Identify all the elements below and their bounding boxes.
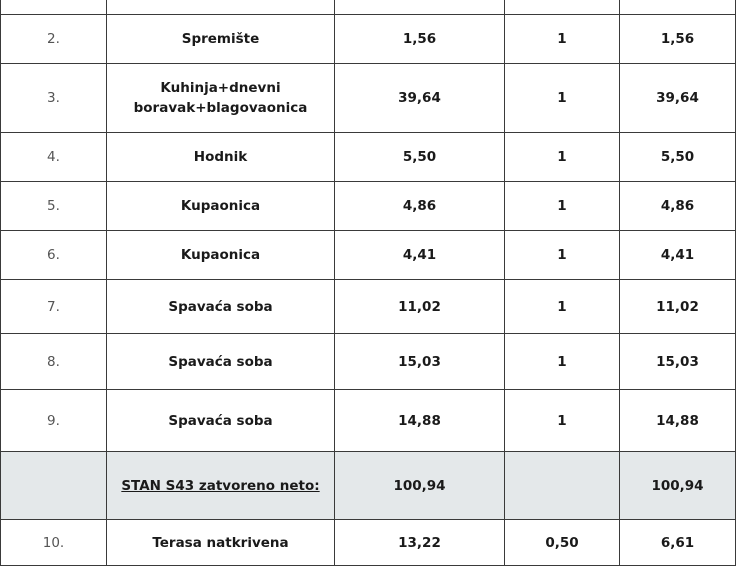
room-number-cell: 2. <box>1 15 107 64</box>
room-count-cell <box>505 0 620 15</box>
room-count-cell: 1 <box>505 334 620 390</box>
room-count-cell: 0,50 <box>505 520 620 566</box>
room-number-cell: 9. <box>1 390 107 452</box>
room-number-cell: 5. <box>1 182 107 231</box>
room-number-cell: 7. <box>1 280 107 334</box>
room-total-cell: 11,02 <box>620 280 736 334</box>
room-area-cell: 15,03 <box>335 334 505 390</box>
room-number-cell: 4. <box>1 133 107 182</box>
room-number-cell <box>1 0 107 15</box>
room-area-cell: 1,56 <box>335 15 505 64</box>
room-total-cell: 4,86 <box>620 182 736 231</box>
summary-total-cell: 100,94 <box>620 452 736 520</box>
table-row <box>1 390 736 452</box>
room-name-cell: Spavaća soba <box>107 390 335 452</box>
room-area-cell <box>335 0 505 15</box>
room-name-cell <box>107 0 335 15</box>
room-area-cell: 14,88 <box>335 390 505 452</box>
room-total-cell: 39,64 <box>620 64 736 133</box>
table-row <box>1 0 736 15</box>
table-row <box>1 280 736 334</box>
table-row <box>1 64 736 133</box>
summary-row <box>1 452 736 520</box>
room-area-cell: 4,86 <box>335 182 505 231</box>
room-name-cell: Terasa natkrivena <box>107 520 335 566</box>
room-area-cell: 4,41 <box>335 231 505 280</box>
table-row <box>1 133 736 182</box>
table-row <box>1 182 736 231</box>
room-total-cell: 6,61 <box>620 520 736 566</box>
summary-area-cell: 100,94 <box>335 452 505 520</box>
room-total-cell: 15,03 <box>620 334 736 390</box>
room-count-cell: 1 <box>505 231 620 280</box>
room-name-cell: Spavaća soba <box>107 334 335 390</box>
summary-number-cell <box>1 452 107 520</box>
room-total-cell: 5,50 <box>620 133 736 182</box>
room-total-cell: 1,56 <box>620 15 736 64</box>
room-area-cell: 11,02 <box>335 280 505 334</box>
room-name-cell: Hodnik <box>107 133 335 182</box>
summary-label-cell <box>107 452 335 520</box>
summary-count-cell <box>505 452 620 520</box>
room-area-cell: 39,64 <box>335 64 505 133</box>
room-number-cell: 6. <box>1 231 107 280</box>
table-row <box>1 334 736 390</box>
room-total-cell: 14,88 <box>620 390 736 452</box>
room-count-cell: 1 <box>505 280 620 334</box>
room-area-cell: 13,22 <box>335 520 505 566</box>
table-row <box>1 520 736 566</box>
room-number-cell: 3. <box>1 64 107 133</box>
room-name-cell: Kupaonica <box>107 231 335 280</box>
room-count-cell: 1 <box>505 15 620 64</box>
table-row <box>1 231 736 280</box>
room-number-cell: 10. <box>1 520 107 566</box>
room-area-cell: 5,50 <box>335 133 505 182</box>
room-count-cell: 1 <box>505 390 620 452</box>
table-row <box>1 15 736 64</box>
room-name-cell: Spremište <box>107 15 335 64</box>
room-name-cell: Spavaća soba <box>107 280 335 334</box>
room-name-cell: Kuhinja+dnevni boravak+blagovaonica <box>107 64 335 133</box>
room-total-cell: 4,41 <box>620 231 736 280</box>
room-total-cell <box>620 0 736 15</box>
room-name-cell: Kupaonica <box>107 182 335 231</box>
room-number-cell: 8. <box>1 334 107 390</box>
room-count-cell: 1 <box>505 133 620 182</box>
summary-label: STAN S43 zatvoreno neto: <box>121 477 320 494</box>
room-count-cell: 1 <box>505 64 620 133</box>
room-count-cell: 1 <box>505 182 620 231</box>
